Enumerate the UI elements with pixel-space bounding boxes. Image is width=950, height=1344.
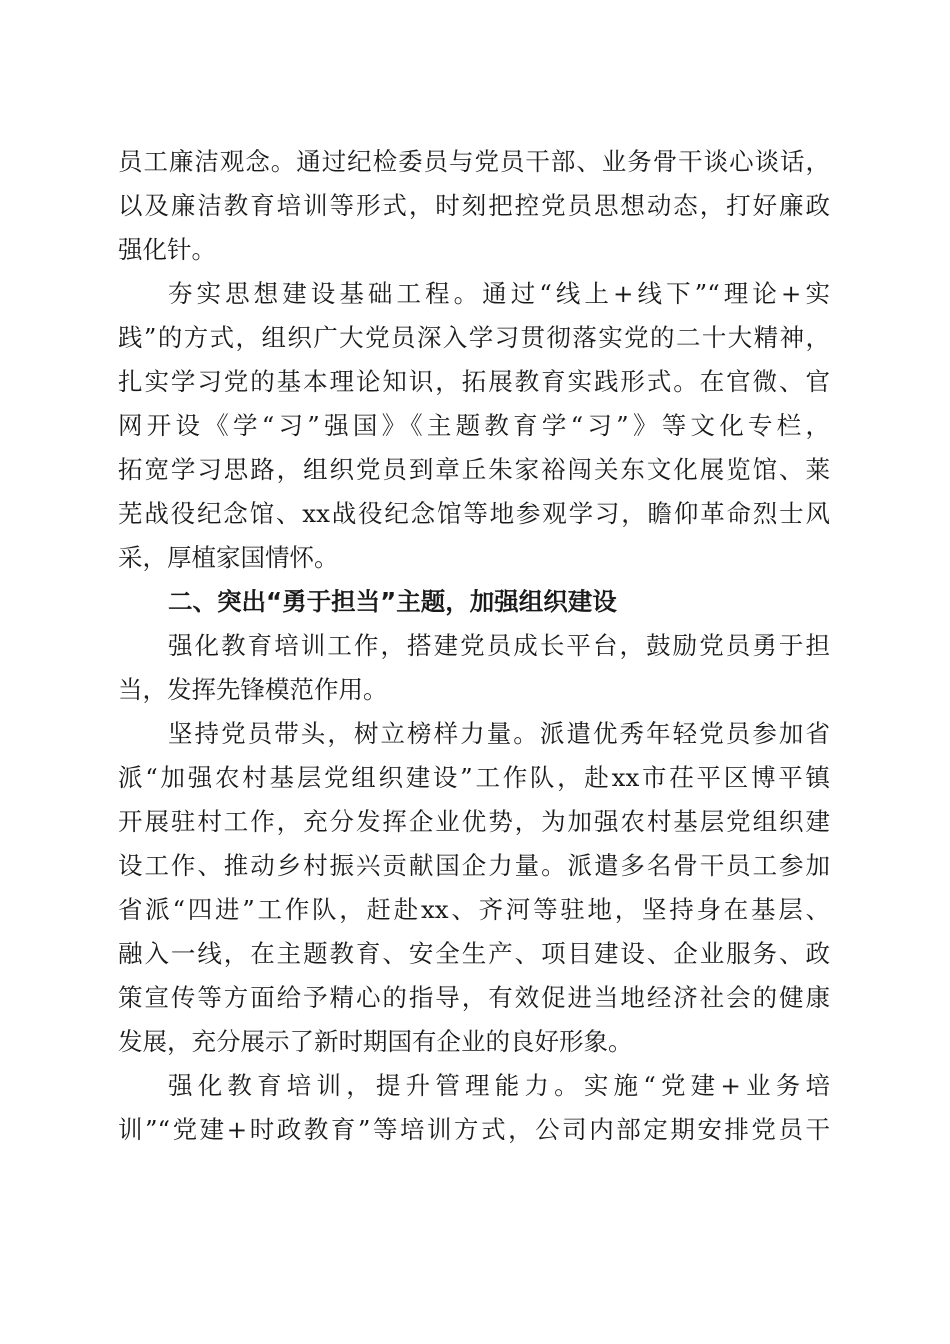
text-line: 策宣传等方面给予精心的指导，有效促进当地经济社会的健康: [118, 983, 830, 1012]
paragraph: [118, 712, 830, 1064]
paragraph: [118, 140, 830, 272]
text-line: 扎实学习党的基本理论知识，拓展教育实践形式。在官微、官: [118, 367, 830, 396]
paragraph: [118, 624, 830, 712]
text-line: 设工作、推动乡村振兴贡献国企力量。派遣多名骨干员工参加: [118, 851, 830, 880]
text-line: 员工廉洁观念。通过纪检委员与党员干部、业务骨干谈心谈话，: [118, 147, 830, 176]
text-line: 强化教育培训，提升管理能力。实施“党建+业务培: [168, 1071, 830, 1100]
text-line: 践”的方式，组织广大党员深入学习贯彻落实党的二十大精神，: [118, 323, 830, 352]
text-line: 坚持党员带头，树立榜样力量。派遣优秀年轻党员参加省: [168, 719, 830, 748]
text-line: 网开设《学“习”强国》《主题教育学“习”》等文化专栏，: [118, 411, 830, 440]
text-line: 以及廉洁教育培训等形式，时刻把控党员思想动态，打好廉政: [118, 191, 830, 220]
text-line: 开展驻村工作，充分发挥企业优势，为加强农村基层党组织建: [118, 807, 830, 836]
text-line: 二、突出“勇于担当”主题，加强组织建设: [168, 587, 617, 616]
text-line: 训”“党建+时政教育”等培训方式，公司内部定期安排党员干: [118, 1115, 830, 1144]
text-line: 派“加强农村基层党组织建设”工作队，赴xx市茌平区博平镇: [118, 763, 830, 792]
text-line: 融入一线，在主题教育、安全生产、项目建设、企业服务、政: [118, 939, 830, 968]
text-line: 当，发挥先锋模范作用。: [118, 675, 388, 704]
text-line: 芜战役纪念馆、xx战役纪念馆等地参观学习，瞻仰革命烈士风: [118, 499, 830, 528]
text-line: 强化针。: [118, 235, 216, 264]
text-line: 发展，充分展示了新时期国有企业的良好形象。: [118, 1027, 633, 1056]
paragraph: [118, 1064, 830, 1152]
document-body: [118, 140, 830, 1152]
text-line: 采，厚植家国情怀。: [118, 543, 339, 572]
text-line: 省派“四进”工作队，赶赴xx、齐河等驻地，坚持身在基层、: [118, 895, 830, 924]
section-heading: [118, 580, 830, 624]
paragraph: [118, 272, 830, 580]
text-line: 夯实思想建设基础工程。通过“线上+线下”“理论+实: [168, 279, 830, 308]
text-line: 拓宽学习思路，组织党员到章丘朱家裕闯关东文化展览馆、莱: [118, 455, 830, 484]
text-line: 强化教育培训工作，搭建党员成长平台，鼓励党员勇于担: [168, 631, 830, 660]
